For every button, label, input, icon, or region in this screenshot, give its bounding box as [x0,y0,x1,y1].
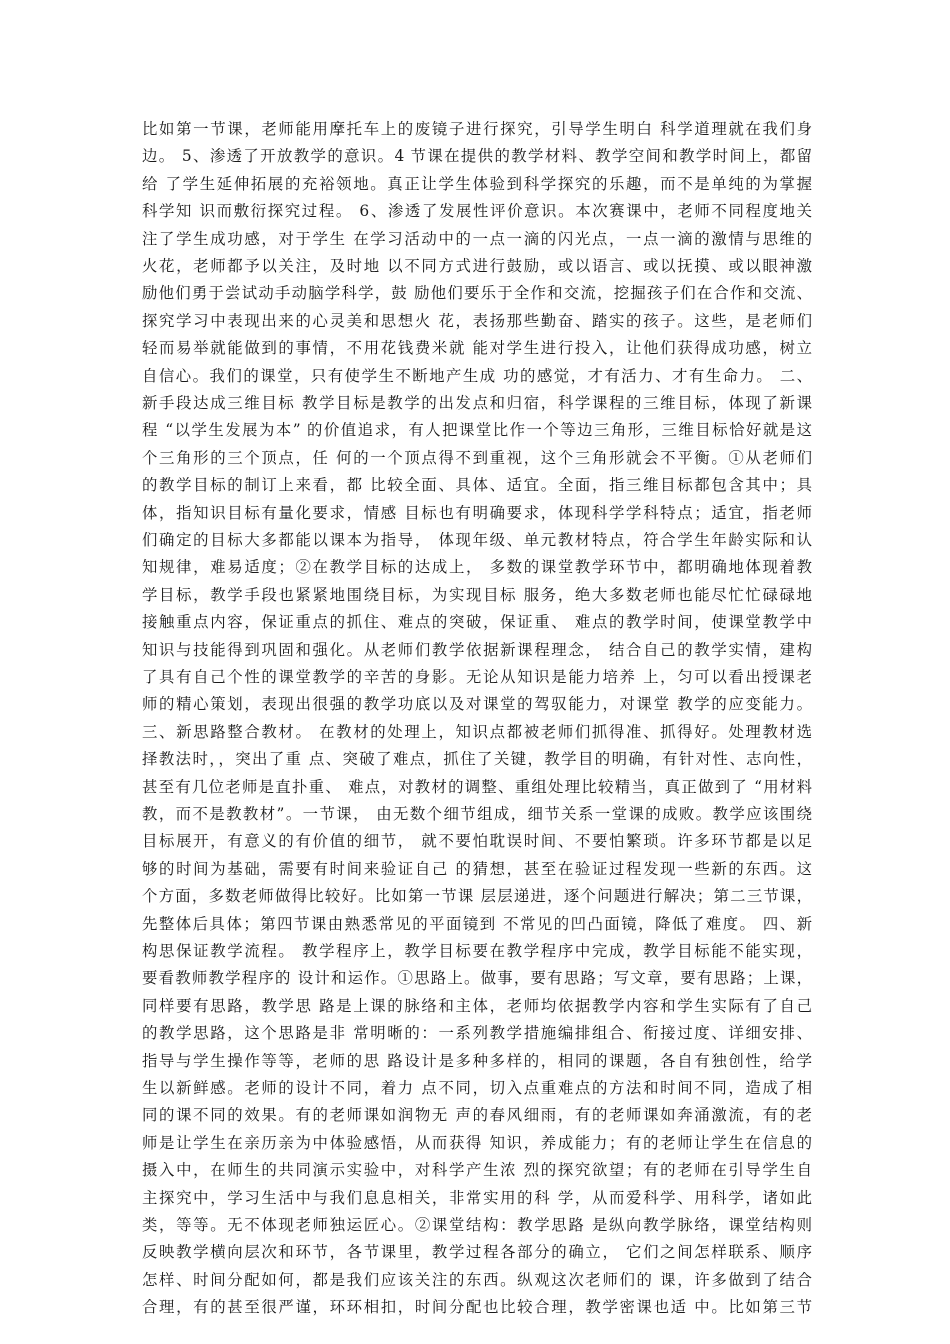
text-line: 师是让学生在亲历亲为中体验感悟，从而获得 知识，养成能力；有的老师让学生在信息的 [142,1133,812,1152]
text-line: 够的时间为基础，需要有时间来验证自己 的猜想，甚至在验证过程发现一些新的东西。这 [142,859,812,878]
text-line: 自信心。我们的课堂，只有使学生不断地产生成 功的感觉，才有活力、才有生命力。 二、 [142,366,812,385]
text-line: 体，指知识目标有量化要求，情感 目标也有明确要求，体现科学学科特点；适宜，指老师 [142,503,812,522]
text-line: 师的精心策划，表现出很强的教学功底以及对课堂的驾驭能力，对课堂 教学的应变能力。 [142,695,812,714]
text-line: 火花，老师都予以关注，及时地 以不同方式进行鼓励，或以语言、或以抚摸、或以眼神激 [142,257,812,275]
text-line: 类，等等。无不体现老师独运匠心。②课堂结构：教学思路 是纵向教学脉络，课堂结构则 [142,1216,812,1234]
text-line: 要看教师教学程序的 设计和运作。①思路上。做事，要有思路；写文章，要有思路；上课， [142,969,812,988]
text-line: 学目标，教学手段也紧紧地围绕目标，为实现目标 服务，绝大多数老师也能尽忙忙碌碌地 [142,585,812,604]
text-line: 了具有自己个性的课堂教学的辛苦的身影。无论从知识是能力培养 上，匀可以看出授课老 [142,668,812,686]
text-line: 比如第一节课，老师能用摩托车上的废镜子进行探究，引导学生明白 科学道理就在我们身 [142,120,812,138]
text-line: 反映教学横向层次和环节，各节课里，教学过程各部分的确立， 它们之间怎样联系、顺序 [142,1243,812,1262]
text-line: 构思保证教学流程。 教学程序上，教学目标要在教学程序中完成，教学目标能不能实现， [142,942,812,960]
text-line: 新手段达成三维目标 教学目标是教学的出发点和归宿，科学课程的三维目标，体现了新课 [142,394,812,412]
text-line: 目标展开，有意义的有价值的细节， 就不要怕耽误时间、不要怕繁琐。许多环节都是以足 [142,832,812,851]
text-line: 的教学思路，这个思路是非 常明晰的：一系列教学措施编排组合、衔接过度、详细安排、 [142,1024,812,1043]
text-line: 科学知 识而敷衍探究过程。 6、渗透了发展性评价意识。本次赛课中，老师不同程度地关 [142,202,812,221]
text-line: 们确定的目标大多都能以课本为指导， 体现年级、单元教材特点，符合学生年龄实际和认 [142,531,812,549]
text-line: 生以新鲜感。老师的设计不同，着力 点不同，切入点重难点的方法和时间不同，造成了相 [142,1079,812,1097]
text-line: 合理，有的甚至很严谨，环环相扣，时间分配也比较合理，教学密课也适 中。比如第三节 [142,1298,812,1317]
text-line: 励他们勇于尝试动手动脑学科学，鼓 励他们要乐于全作和交流，挖掘孩子们在合作和交流、 [142,284,812,303]
text-line: 程 “以学生发展为本” 的价值追求，有人把课堂比作一个等边三角形，三维目标恰好就是这 [142,421,812,440]
text-line: 甚至有几位老师是直扑重、 难点，对教材的调整、重组处理比较精当，真正做到了 “用材料 [142,777,812,796]
text-line: 教，而不是教教材”。一节课， 由无数个细节组成，细节关系一堂课的成败。教学应该围绕 [142,805,812,823]
text-line: 的教学目标的制订上来看，都 比较全面、具体、适宜。全面，指三维目标都包含其中；具 [142,476,812,495]
text-line: 轻而易举就能做到的事情，不用花钱费米就 能对学生进行投入，让他们获得成功感，树立 [142,339,812,358]
text-line: 知识与技能得到巩固和强化。从老师们教学依据新课程理念， 结合自己的教学实情，建构 [142,640,812,659]
text-line: 摄入中，在师生的共同演示实验中，对科学产生浓 烈的探究欲望；有的老师在引导学生自 [142,1161,812,1180]
text-line: 个三角形的三个顶点，任 何的一个顶点得不到重视，这个三角形就会不平衡。①从老师们 [142,448,812,467]
text-line: 怎样、时间分配如何，都是我们应该关注的东西。纵观这次老师们的 课，许多做到了结合 [142,1270,812,1289]
text-line: 三、新思路整合教材。 在教材的处理上，知识点都被老师们抓得准、抓得好。处理教材选 [142,722,812,741]
text-line: 同的课不同的效果。有的老师课如润物无 声的春风细雨，有的老师课如奔涌激流，有的老 [142,1106,812,1125]
text-line: 探究学习中表现出来的心灵美和思想火 花，表扬那些勤奋、踏实的孩子。这些，是老师们 [142,311,812,330]
text-line: 择教法时，，突出了重 点、突破了难点，抓住了关键，教学目的明确，有针对性、志向性， [142,750,812,769]
text-line: 注了学生成功感，对于学生 在学习活动中的一点一滴的闪光点，一点一滴的激情与思维的 [142,229,812,248]
text-line: 知规律，难易适度；②在教学目标的达成上， 多数的课堂教学环节中，都明确地体现着教 [142,558,812,577]
text-line: 指导与学生操作等等，老师的思 路设计是多种多样的，相同的课题，各自有独创性，给学 [142,1051,812,1070]
text-line: 边。 5、渗透了开放教学的意识。4 节课在提供的教学材料、教学空间和教学时间上，都留 [142,147,812,166]
text-line: 先整体后具体；第四节课由熟悉常见的平面镜到 不常见的凹凸面镜，降低了难度。 四、新 [142,914,812,933]
text-line: 接触重点内容，保证重点的抓住、难点的突破，保证重、 难点的教学时间，使课堂教学中 [142,613,812,632]
text-line: 同样要有思路，教学思 路是上课的脉络和主体，老师均依据教学内容和学生实际有了自己 [142,996,812,1015]
text-line: 个方面，多数老师做得比较好。比如第一节课 层层递进，逐个问题进行解决；第二三节课， [142,887,812,906]
text-line: 主探究中，学习生活中与我们息息相关，非常实用的科 学，从而爱科学、用科学，诸如此 [142,1188,812,1207]
text-line: 给 了学生延伸拓展的充裕领地。真正让学生体验到科学探究的乐趣，而不是单纯的为掌握 [142,174,812,193]
